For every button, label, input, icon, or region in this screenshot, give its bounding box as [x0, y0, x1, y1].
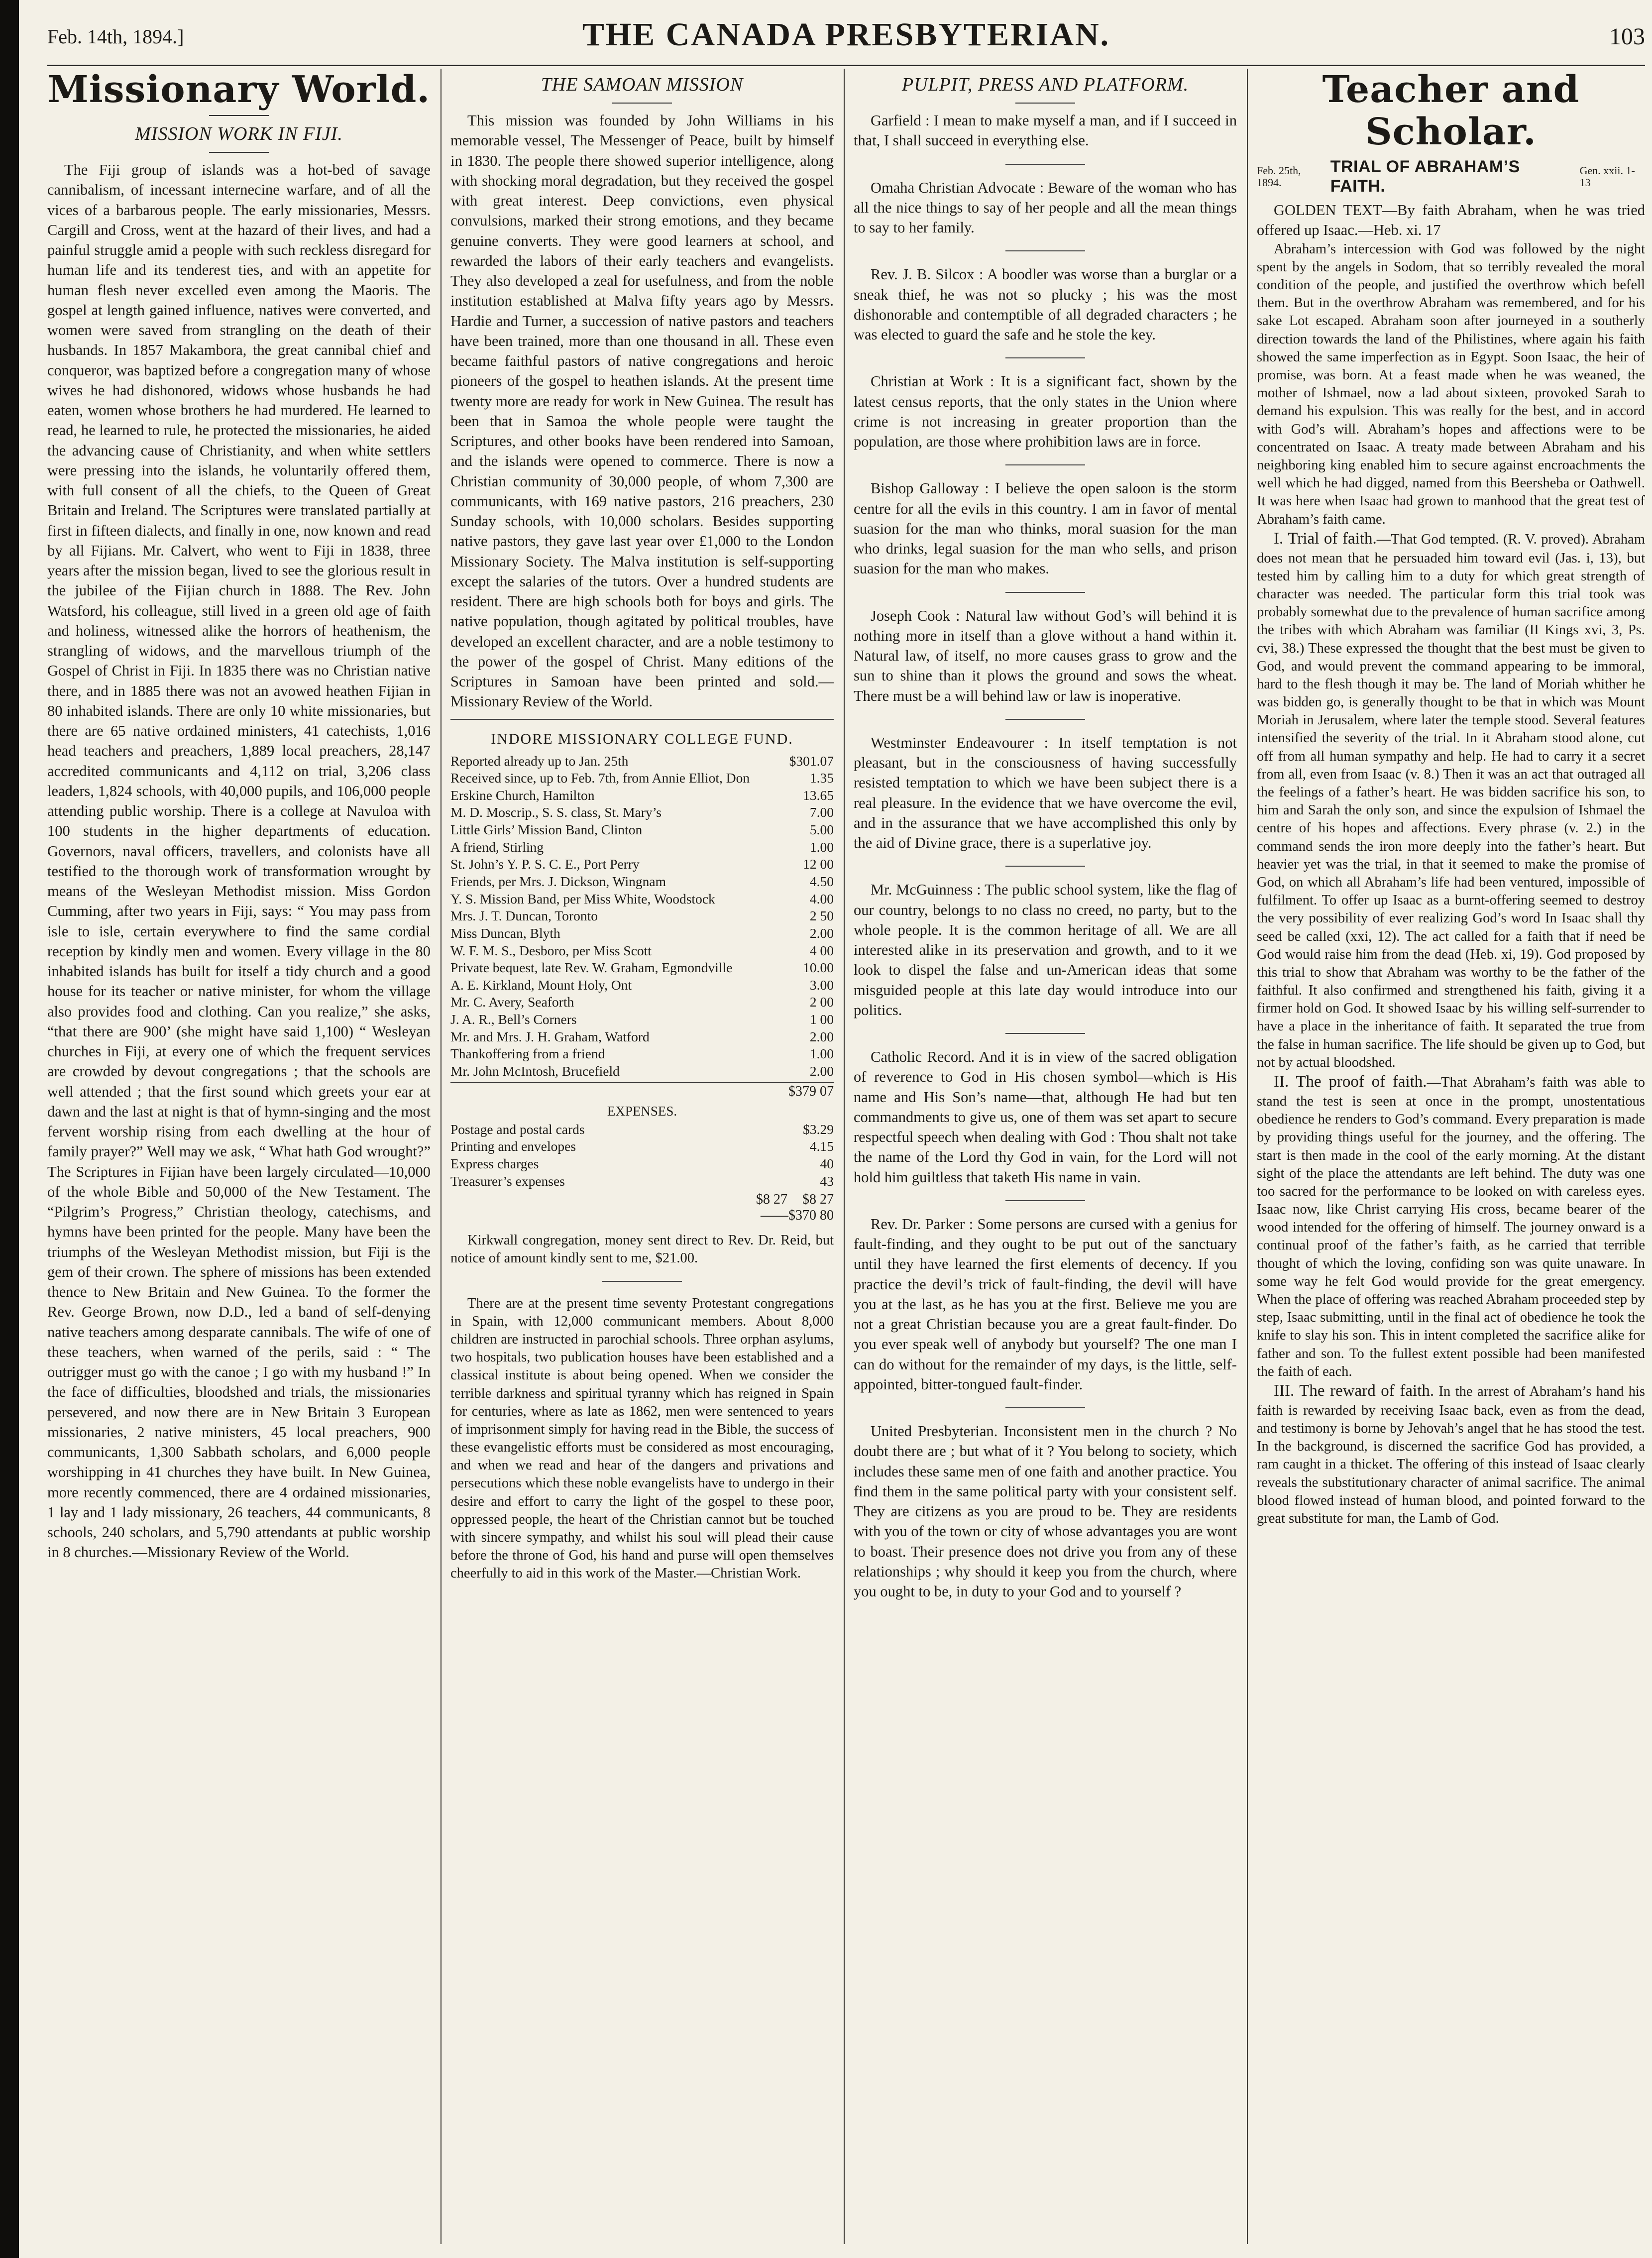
quote-item: Joseph Cook : Natural law without God’s will behind it is nothing more in itself than a glove without a hand within it. Natural law, of itself, no more causes grass to grow and the sun to shine than it plows the ground and sows the wheat. There must be a will behind law or law is inoperative. — [854, 607, 1237, 704]
fund-row — [450, 770, 834, 787]
fund-amount: 12 00 — [803, 856, 834, 872]
divider — [602, 1281, 682, 1282]
lesson-title: TRIAL OF ABRAHAM’S FAITH. — [1330, 157, 1520, 196]
column-samoan-mission — [450, 69, 834, 2244]
newspaper-page — [47, 10, 1645, 2250]
page-binding-edge — [0, 0, 19, 2258]
fund-row — [450, 1063, 834, 1080]
expense-row — [450, 1173, 834, 1190]
expenses-table — [450, 1121, 834, 1190]
article-body: The Fiji group of islands was a hot-bed of savage cannibalism, of incessant internecine warfare, and of all the vices of a barbarous people. The early missionaries, Messrs. Cargill and Cross, went at the hazard of their lives, and had a painful struggle amid a people with such reckless disregard for human life and its tenderest ties, and with an appetite for human flesh never excelled even among the Maoris. The gospel at length gained influence, natives were converted, and women were saved from strangling on the death of their husbands. In 1857 Makambora, the great cannibal chief and conqueror, was baptized before a congregation many of whose wives he had dishonored, widows whose husbands he had eaten, women whose brothers he had murdered. He learned to read, he learned to rule, he protected the missionaries, he aided the advancing cause of Christianity, and when white settlers were pressing into the islands, he voluntarily offered them, with full consent of all the chiefs, to the Queen of Great Britain and Ireland. The Scriptures were translated partially at first in fifteen dialects, and finally in one, now known and read by all Fijians. Mr. Calvert, who went to Fiji in 1838, three years after the mission began, lived to see the glorious result in the jubilee of the Fijian church in 1888. The Rev. John Watsford, his colleague, still lived in a green old age of faith and holiness, witnessed alike the horrors of heathenism, the strangling of widows, and the marvellous triumph of the Gospel of Christ in Fiji. In 1835 there was no Christian native there, and in 1885 there was not an avowed heathen Fijian in 80 inhabited islands. There are only 10 white missionaries, but there are 65 native ordained ministers, 41 catechists, 1,016 head teachers and preachers, 1,889 local preachers, 28,147 accredited communicants and 4,112 on trial, 3,206 class leaders, 1,824 schools, with 40,000 pupils, and 106,000 people attending public worship. There is a college at Navuloa with 100 students in the higher departments of education. Governors, naval officers, travellers, and colonists have all testified to the thorough work of transformation wrought by means of the Wesleyan Methodist mission. Miss Gordon Cumming, after two years in Fiji, says: “ You may pass from isle to isle, certain everywhere to find the same cordial reception by kindly men and women. Every village in the 80 inhabited islands has built for itself a tidy church and a good house for its teacher or native minister, for whom the village also provides food and clothing. Can you realize,” she asks, “that there are 900’ (she might have said 1,100) “ Wesleyan churches in Fiji, at every one of which the frequent services are crowded by devout congregations ; that the schools are well attended ; that the first sound which greets your ear at dawn and the last at night is that of hymn-singing and the most fervent worship rising from each dwelling at the hour of family prayer?” Well may we ask, “ What hath God wrought?” The Scriptures in Fijian have been largely circulated—10,000 of the whole Bible and 50,000 of the New Testament. The “Pilgrim’s Progress,” Christian theology, catechisms, and hymns have been printed for the people. Many have been the triumphs of the Wesleyan Methodist mission, but Fiji is the gem of their crown. The sphere of missions has been extended thence to New Britain and New Guinea. To the former the Rev. George Brown, now D.D., led a band of self-denying native teachers among desparate cannibals. The wife of one of these teachers, when warned of the perils, said : “ The outrigger must go with the canoe ; I go with my husband !” In the face of difficulties, bloodshed and trials, the missionaries persevered, and now there are in New Britain 3 European missionaries, 2 native ministers, 45 local preachers, 900 communicants, 1,300 Sabbath scholars, and 6,000 people worshipping in 41 churches they have built. In New Guinea, more recently commenced, there are 4 ordained missionaries, 1 lay and 1 lady missionary, 26 teachers, 44 communicants, 8 schools, 240 scholars, and 5,790 attendants at public worship in 8 churches.—Missionary Review of the World. — [47, 161, 431, 1561]
lesson-section-1 — [1257, 529, 1645, 1072]
fund-label: A friend, Stirling — [450, 839, 544, 855]
fund-label: Little Girls’ Mission Band, Clinton — [450, 822, 643, 838]
expense-amount: 43 — [820, 1173, 834, 1189]
fund-label: Thankoffering from a friend — [450, 1046, 605, 1062]
fund-row — [450, 804, 834, 821]
fund-amount: 13.65 — [803, 787, 834, 803]
divider — [612, 103, 672, 104]
divider — [1005, 464, 1085, 465]
fund-row — [450, 753, 834, 770]
fund-amount: 1.00 — [809, 1046, 834, 1062]
expense-label: Treasurer’s expenses — [450, 1173, 565, 1189]
article-heading: MISSION WORK IN FIJI. — [135, 123, 343, 145]
expense-row — [450, 1155, 834, 1173]
section-title: II. The proof of faith. — [1274, 1073, 1427, 1091]
divider — [450, 719, 834, 720]
lesson-header — [1257, 157, 1645, 196]
divider — [1005, 866, 1085, 867]
fund-label: St. John’s Y. P. S. C. E., Port Perry — [450, 856, 640, 872]
fund-row — [450, 1011, 834, 1028]
fund-row — [450, 839, 834, 856]
section-body: In the arrest of Abraham’s hand his faith is rewarded by receiving Isaac back, even as from the dead, and testimony is borne by Jehovah’s angel that he has stood the test. In the background, is discerned the sacrifice God has provided, a ram caught in a thicket. The offering of this instead of Isaac clearly reveals the substitutionary character of animal sacrifice. The animal blood flowed instead of human blood, and pointed forward to the great substitute for man, the Lamb of God. — [1257, 1383, 1645, 1526]
lesson-reference: Gen. xxii. 1-13 — [1579, 164, 1635, 189]
fund-amount: 2.00 — [809, 1063, 834, 1079]
quote-item: United Presbyterian. Inconsistent men in the church ? No doubt there are ; but what of it ? You belong to society, which includes these same men of one faith and another practice. You find them in the same political party with your consistent self. They are citizens as you are proud to be. They are residents with you of the town or city of whose advantages you are wont to boast. Their presence does not drive you from any of these relationships ; why should it keep you from the church, where you ought to be, in duty to your God and to yourself ? — [854, 1423, 1237, 1600]
fund-amount: 1.00 — [809, 839, 834, 855]
expense-amount: 4.15 — [809, 1138, 834, 1154]
fund-row — [450, 942, 834, 960]
columns — [47, 69, 1645, 2244]
column-missionary-world — [47, 69, 431, 2244]
fund-label: Mrs. J. T. Duncan, Toronto — [450, 908, 598, 924]
fund-label: Mr. John McIntosh, Brucefield — [450, 1063, 620, 1079]
fund-row — [450, 856, 834, 873]
fund-row — [450, 1028, 834, 1046]
lesson-intro: Abraham’s intercession with God was followed by the night spent by the angels in Sodom, that so terribly revealed the moral condition of the people, and justified the overthrow which befell them. But in the overthrow Abraham was remembered, and for his sake Lot escaped. Abraham soon after journeyed in a southerly direction towards the land of the Philistines, where again his faith showed the same imperfection as in Egypt. Soon Isaac, the heir of promise, was born. At a feast made when he was weaned, the mother of Ishmael, now a lad about sixteen, provoked Sarah to demand his expulsion. This was really for the best, and in accord with God’s will. Abraham’s hopes and affections were to be concentrated on Isaac. A treaty made between Abraham and his neighboring king enabled him to secure against encroachments the well which he had digged, named from this Beersheba or Oathwell. It was here when Isaac had grown to manhood that the great test of Abraham’s faith came. — [1257, 241, 1645, 527]
fund-table — [450, 753, 834, 1080]
fund-row — [450, 1045, 834, 1063]
fund-amount: 4.50 — [809, 873, 834, 889]
fund-amount: 2.00 — [809, 925, 834, 941]
fund-label: Received since, up to Feb. 7th, from Annie Elliot, Don — [450, 770, 750, 786]
golden-text: GOLDEN TEXT—By faith Abraham, when he was tried offered up Isaac.—Heb. xi. 17 — [1257, 202, 1645, 239]
expense-label: Printing and envelopes — [450, 1138, 576, 1154]
expense-amount: $3.29 — [803, 1121, 834, 1137]
fund-label: M. D. Moscrip., S. S. class, St. Mary’s — [450, 804, 661, 820]
fund-amount: 2 00 — [809, 994, 834, 1010]
fund-balance: ——$370 80 — [761, 1208, 834, 1224]
fund-label: Friends, per Mrs. J. Dickson, Wingnam — [450, 873, 666, 889]
section-body: —That Abraham’s faith was able to stand the test is seen at once in the prompt, unostentatious obedience he renders to God’s command. Every preparation is made by providing things useful for the journey, and the offering. The start is then made in the cool of the early morning. At the distant sight of the place the attendants are left behind. The duty was one too sacred for the performance to be looked on with careless eyes. Isaac now, like Christ carrying His cross, became bearer of the wood intended for the offering of himself. The journey onward is a continual proof of the father’s faith, as he carried that terrible thought of which the loving, confiding son was quite unaware. In some way he felt God would provide for the great emergency. When the place of offering was reached Abraham proceeded step by step, Isaac submitting, until in the final act of obedience he took the knife to slay his son. This in intent completed the sacrifice alike for father and son. To the fullest extent possible had been manifested the faith of each. — [1257, 1075, 1645, 1379]
fund-row — [450, 821, 834, 839]
department-heading: Teacher and Scholar. — [1322, 69, 1580, 154]
divider — [1005, 592, 1085, 593]
lesson-section-2 — [1257, 1072, 1645, 1381]
column-rule — [844, 69, 845, 2244]
fund-label: Miss Duncan, Blyth — [450, 925, 560, 941]
expenses-total-b: $8 27 — [802, 1192, 834, 1208]
fund-row — [450, 787, 834, 804]
divider — [209, 115, 269, 116]
spain-article: There are at the present time seventy Protestant congregations in Spain, with 12,000 communicant members. About 8,000 children are instructed in parochial schools. Three orphan asylums, two hospitals, two publication houses have been established and a classical institute is about being opened. When we consider the terrible darkness and spiritual tyranny which has reigned in Spain for centuries, where as late as 1862, men were sentenced to years of imprisonment simply for having read in the Bible, the success of these evangelistic efforts must be considered as most encouraging, and when we read and hear of the dangers and privations and persecutions which these noble evangelists have to undergo in their desire and effort to carry the light of the gospel to these poor, oppressed people, the heart of the Christian cannot but be touched with sincere sympathy, and whilst his soul will plead their cause before the throne of God, his hand and purse will open themselves cheerfully to aid in this work of the Master.—Christian Work. — [450, 1295, 834, 1581]
fund-row — [450, 873, 834, 891]
quote-item: Westminster Endeavourer : In itself temptation is not pleasant, but in the consciousness of having successfully resisted temptation to which we have been subject there is a real pleasure. In the evidence that we have overcome the evil, and in the assurance that we have accomplished this only by the aid of Divine grace, there is a superlative joy. — [854, 734, 1237, 851]
divider — [209, 152, 269, 153]
fund-label: A. E. Kirkland, Mount Holy, Ont — [450, 977, 632, 993]
fund-row — [450, 907, 834, 925]
fund-label: Mr. and Mrs. J. H. Graham, Watford — [450, 1028, 650, 1044]
expense-row — [450, 1138, 834, 1155]
kirkwall-note: Kirkwall congregation, money sent direct to Rev. Dr. Reid, but notice of amount kindly sent to me, $21.00. — [450, 1233, 834, 1266]
expenses-total — [450, 1192, 834, 1208]
fund-label: Y. S. Mission Band, per Miss White, Woodstock — [450, 891, 715, 906]
fund-amount: 10.00 — [803, 960, 834, 976]
expense-row — [450, 1121, 834, 1138]
fund-amount: 1 00 — [809, 1012, 834, 1027]
quote-item: Mr. McGuinness : The public school system, like the flag of our country, belongs to no class no creed, no party, but to the whole people. It is the common heritage of all. We are all interested alike in its preservation and growth, and to it we look to dispel the false and un-American ideas that some misguided people at this late day would introduce into our politics. — [854, 881, 1237, 1018]
fund-amount: 1.35 — [809, 770, 834, 786]
section-title: I. Trial of faith. — [1274, 529, 1377, 548]
fund-row — [450, 977, 834, 994]
department-heading: Missionary World. — [47, 69, 431, 111]
fund-label: W. F. M. S., Desboro, per Miss Scott — [450, 942, 652, 958]
quote-item: Catholic Record. And it is in view of the sacred obligation of reverence to God in His chosen symbol—which is His name and His Son’s name—that, although He had but ten commandments to give us, one of them was set apart to secure respectful speech when dealing with God : Thou shalt not take the name of the Lord thy God in vain, for the Lord will not hold him guiltless that taketh His name in vain. — [854, 1048, 1237, 1186]
fund-label: Erskine Church, Hamilton — [450, 787, 595, 803]
quote-item: Rev. J. B. Silcox : A boodler was worse than a burglar or a sneak thief, he was not so plucky ; his was the most dishonorable and contemptible of all degraded characters ; he was elected to guard the safe and he stole the key. — [854, 266, 1237, 343]
divider — [1005, 1407, 1085, 1408]
fund-amount: 2.00 — [809, 1028, 834, 1044]
fund-row — [450, 925, 834, 942]
article-body: This mission was founded by John Williams in his memorable vessel, The Messenger of Peace, built by himself in 1830. The people there showed superior intelligence, along with shocking moral degradation, but they received the gospel with great interest. Deep convictions, even physical convulsions, marked their strong emotions, and they became genuine converts. They were good learners at school, and rewarded the labors of their early teachers and evangelists. They also developed a zeal for usefulness, and from the noble institution established at Malva fifty years ago by Messrs. Hardie and Turner, a succession of native pastors and teachers have been trained, more than one thousand in all. These even became faithful pastors of native congregations and heroic pioneers of the gospel to heathen islands. At the present time twenty more are ready for work in New Guinea. The result has been that in Samoa the whole people were taught the Scriptures, and other books have been rendered into Samoan, and the islands were opened to commerce. There is now a Christian community of 30,000 people, of whom 7,300 are communicants, with 169 native pastors, 216 preachers, 230 Sunday schools, with 10,000 scholars. Besides supporting native pastors, they gave last year over £1,000 to the London Missionary Society. The Malva institution is self-supporting except the salaries of the tutors. Over a hundred students are resident. There are high schools both for boys and girls. The native population, though agitated by political troubles, have developed an excellent character, and are a noble testimony to the power of the gospel of Christ. Many editions of the Scriptures in Samoan have been printed and sold.—Missionary Review of the World. — [450, 112, 834, 710]
issue-date: Feb. 14th, 1894.] — [47, 25, 184, 48]
fund-amount: 7.00 — [809, 804, 834, 820]
column-teacher-and-scholar — [1257, 69, 1645, 2244]
page-number: 103 — [1609, 23, 1645, 50]
expenses-total-a: $8 27 — [756, 1192, 787, 1208]
fund-row — [450, 959, 834, 977]
expenses-heading: EXPENSES. — [607, 1103, 677, 1119]
section-title: III. The reward of faith. — [1274, 1381, 1434, 1400]
divider — [1005, 719, 1085, 720]
divider — [1005, 250, 1085, 251]
column-pulpit-press-platform — [854, 69, 1237, 2244]
article-heading: PULPIT, PRESS AND PLATFORM. — [901, 74, 1189, 95]
lesson-date: Feb. 25th, 1894. — [1257, 164, 1301, 189]
expense-label: Express charges — [450, 1155, 539, 1171]
quote-item: Rev. Dr. Parker : Some persons are cursed with a genius for fault-finding, and they ought to be put out of the sanctuary until they have learned the first elements of decency. If you practice the devil’s trick of fault-finding, the devil will have you at the last, as he has you at the first. Believe me you are not a great Christian because you are a great fault-finder. Do you ever speak well of anybody but yourself? The one man I can do without for the remainder of my days, is the little, self-appointed, bitter-tongued fault-finder. — [854, 1215, 1237, 1393]
fund-amount: 5.00 — [809, 822, 834, 838]
divider — [1015, 103, 1075, 104]
expense-label: Postage and postal cards — [450, 1121, 585, 1137]
fund-amount: 2 50 — [809, 908, 834, 924]
page-header — [47, 10, 1645, 66]
lesson-section-3 — [1257, 1381, 1645, 1528]
fund-amount: $301.07 — [789, 753, 834, 769]
fund-amount: 4 00 — [809, 942, 834, 958]
fund-amount: 4.00 — [809, 891, 834, 906]
divider — [1005, 357, 1085, 358]
section-body: —That God tempted. (R. V. proved). Abraham does not mean that he persuaded him toward evil (Jas. i, 13), but tested him by calling him to a duty for which great strength of character was needed. The particular form this trial took was probably somewhat due to the prevalence of human sacrifice among the tribes with which Abraham was familiar (II Kings xvi, 3, Ps. cvi, 38.) These expressed the thought that the best must be given to God, and would prevent the command appearing to be immoral, hard to the flesh though it may be. The land of Moriah whither he was bidden go, is generally thought to be that in which was Mount Moriah in Jerusalem, where later the temple stood. Several features intensified the severity of the trial. In it Abraham stood alone, cut off from all human sympathy and help. He had to carry it a secret from all, even from Isaac (v. 8.) Then it was an act that outraged all the feelings of a father’s heart. He was bidden sacrifice his son, to him and Sarah the only son, and since the expulsion of Ishmael the centre of his hopes and affections. Every phrase (v. 2.) in the command sends the iron more deeply into the father’s heart. But heavier yet was the trial, in that it seemed to make the promise of God, on which all Abraham’s life had been ventured, impossible of fulfilment. To offer up Isaac as a burnt-offering seemed to destroy the very possibility of ever realizing God’s word In Isaac shall thy seed be called (xxi, 12). The act called for a faith that if need be God would raise him from the dead (Heb. xi, 19). God proposed by this trial to show that Abraham was worthy to be the father of the faithful. It also confirmed and strengthened his faith, giving it a firmer hold on God. It showed Isaac by his willing self-surrender to have a place in the inheritance of faith. It separated the true from the false in human sacrifice. The life should be given up to God, but not by actual bloodshed. — [1257, 531, 1645, 1070]
column-rule — [1247, 69, 1248, 2244]
expense-amount: 40 — [820, 1155, 834, 1171]
fund-total: $379 07 — [450, 1082, 834, 1100]
fund-label: Mr. C. Avery, Seaforth — [450, 994, 574, 1010]
article-heading: THE SAMOAN MISSION — [541, 74, 744, 95]
quote-item: Omaha Christian Advocate : Beware of the woman who has all the nice things to say of her people and all the mean things to say to her family. — [854, 179, 1237, 236]
divider — [1005, 1200, 1085, 1201]
fund-row — [450, 994, 834, 1011]
fund-row — [450, 891, 834, 908]
fund-heading: INDORE MISSIONARY COLLEGE FUND. — [491, 730, 793, 747]
masthead-title: THE CANADA PRESBYTERIAN. — [582, 16, 1110, 53]
fund-label: J. A. R., Bell’s Corners — [450, 1012, 577, 1027]
quote-item: Bishop Galloway : I believe the open saloon is the storm centre for all the evils in this country. I am in favor of mental suasion for the man who thinks, moral suasion for the man who drinks, legal suasion for the man who sells, and prison suasion for the man who makes. — [854, 480, 1237, 577]
fund-amount: 3.00 — [809, 977, 834, 993]
divider — [1005, 164, 1085, 165]
quote-item: Christian at Work : It is a significant fact, shown by the latest census reports, that the only states in the Union where crime is not increasing in greater proportion than the population, are those where prohibition laws are in force. — [854, 373, 1237, 450]
fund-label: Private bequest, late Rev. W. Graham, Egmondville — [450, 960, 733, 976]
fund-label: Reported already up to Jan. 25th — [450, 753, 629, 769]
divider — [1005, 1033, 1085, 1034]
quote-item: Garfield : I mean to make myself a man, and if I succeed in that, I shall succeed in everything else. — [854, 112, 1237, 149]
